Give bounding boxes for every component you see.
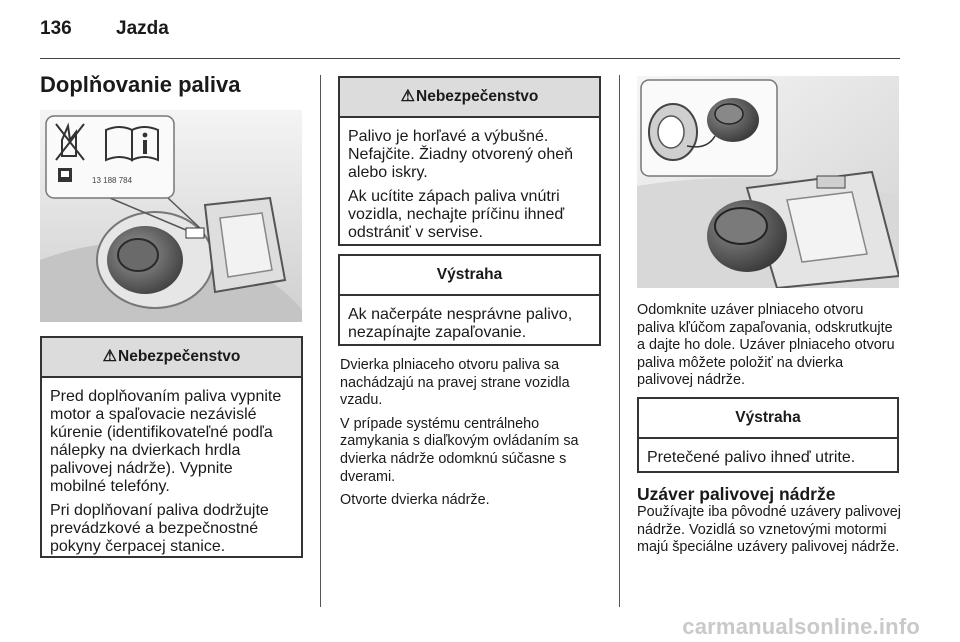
danger-box-2-paragraph: Palivo je horľavé a výbušné. Nefajčite. Žiadny otvorený oheň alebo iskry. <box>348 128 574 181</box>
watermark: carmanualsonline.info <box>682 614 920 639</box>
subsection-title: Uzáver palivovej nádrže <box>637 484 836 504</box>
body-paragraph: Otvorte dvierka nádrže. <box>340 492 490 509</box>
warning-box-1 <box>338 254 601 346</box>
header-rule <box>40 58 900 59</box>
subsection-paragraph: Používajte iba pôvodné uzávery palivovej nádrže. Vozidlá so vznetovými motormi majú špeciálne uzávery palivovej nádrže. <box>637 504 901 556</box>
column-divider-2 <box>619 75 620 607</box>
warning-icon: ⚠ <box>400 88 415 105</box>
danger-box-1-body <box>42 378 301 564</box>
body-paragraph: Odomknite uzáver plniaceho otvoru paliva kľúčom zapaľovania, odskrutkujte a dajte ho dole. Uzáver plniaceho otvoru paliva môžete položiť na dvierka palivovej nádrže. <box>637 302 895 389</box>
sticker-illustration-svg <box>40 110 302 322</box>
warning-box-1-body <box>340 296 599 350</box>
warning-icon: ⚠ <box>102 348 117 365</box>
danger-box-1 <box>40 336 303 558</box>
warning-box-2-heading: Výstraha <box>639 399 897 439</box>
column-1 <box>40 72 303 97</box>
fuel-cap-illustration <box>637 76 899 288</box>
body-paragraph: V prípade systému centrálneho zamykania s diaľkovým ovládaním sa dvierka nádrže odomknú súčasne s dverami. <box>340 415 579 485</box>
danger-box-2 <box>338 76 601 246</box>
fuel-cap-subsection <box>637 484 902 563</box>
danger-box-2-heading <box>340 78 599 118</box>
fuel-cap-svg <box>637 76 899 288</box>
page-header <box>40 18 169 40</box>
danger-box-1-title: Nebezpečenstvo <box>118 348 241 365</box>
danger-box-1-paragraph: Pri doplňovaní paliva dodržujte prevádzkové a bezpečnostné pokyny čerpacej stanice. <box>50 502 269 555</box>
page-number: 136 <box>40 18 72 39</box>
danger-box-2-title: Nebezpečenstvo <box>416 88 539 105</box>
column-divider-1 <box>320 75 321 607</box>
danger-box-1-paragraph: Pred doplňovaním paliva vypnite motor a spaľovacie nezávislé kúrenie (identifikovateľné podľa nálepky na dvierkach hrdla palivovej nádrže). Vypnite mobilné telefóny. <box>50 388 282 495</box>
column-2-text <box>340 357 605 516</box>
danger-box-2-body <box>340 118 599 250</box>
warning-box-2-body <box>639 439 897 475</box>
danger-box-1-heading <box>42 338 301 378</box>
warning-box-1-paragraph: Ak načerpáte nesprávne palivo, nezapínajte zapaľovanie. <box>348 306 573 341</box>
section-title: Doplňovanie paliva <box>40 72 241 97</box>
warning-box-1-heading: Výstraha <box>340 256 599 296</box>
danger-box-2-paragraph: Ak ucítite zápach paliva vnútri vozidla, nechajte príčinu ihneď odstrániť v servise. <box>348 188 565 241</box>
column-3-text <box>637 302 902 396</box>
body-paragraph: Dvierka plniaceho otvoru paliva sa nachádzajú na pravej strane vozidla vzadu. <box>340 357 570 409</box>
sticker-code: 13 188 784 <box>92 176 133 185</box>
fuel-door-sticker-illustration <box>40 110 302 322</box>
warning-box-2-paragraph: Pretečené palivo ihneď utrite. <box>647 449 856 466</box>
chapter-title: Jazda <box>116 18 169 39</box>
warning-box-2 <box>637 397 899 473</box>
